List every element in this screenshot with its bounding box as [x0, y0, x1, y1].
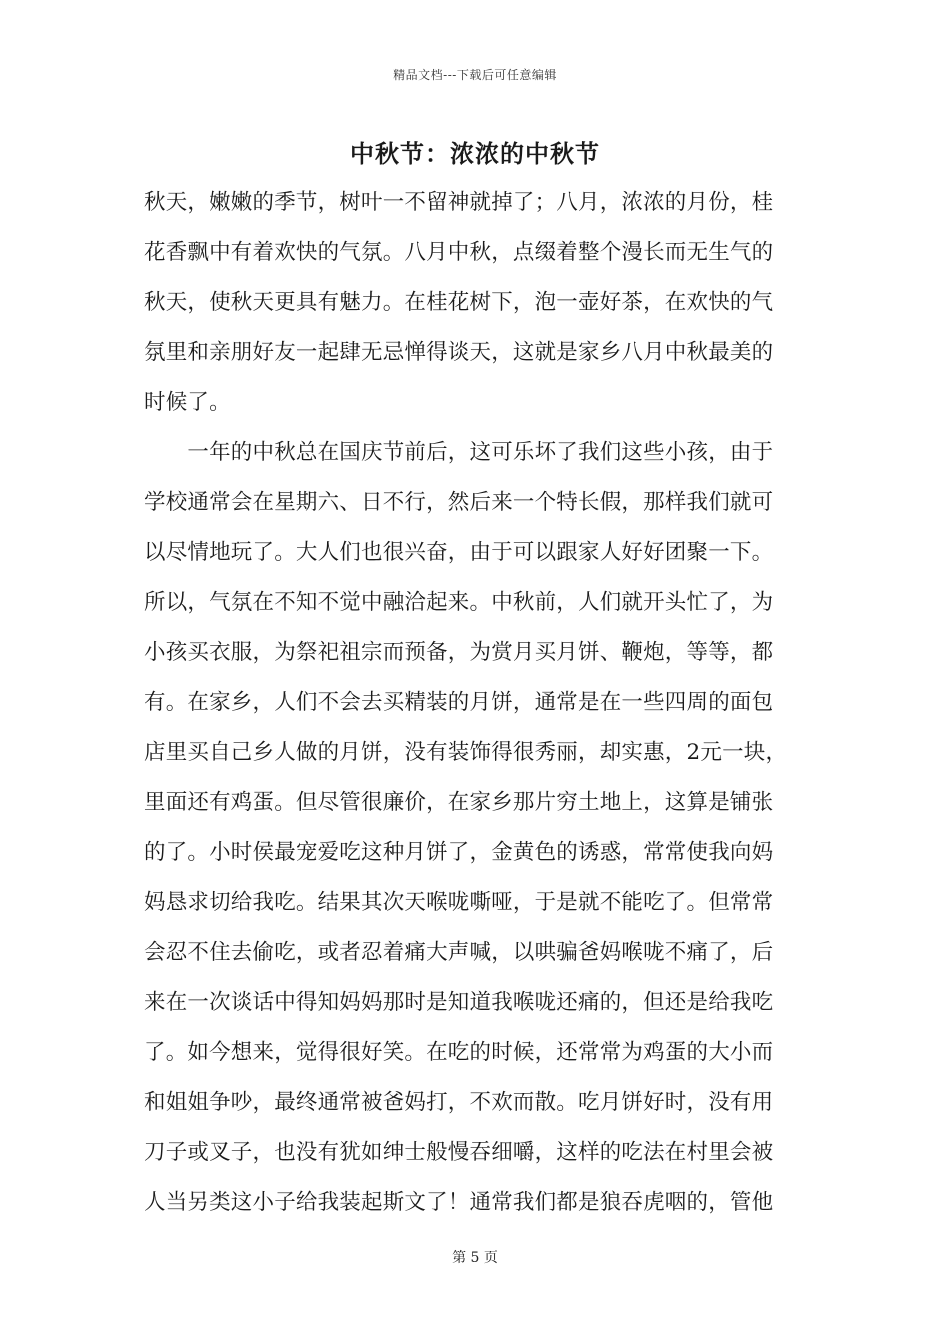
text-line: 有。在家乡，人们不会去买精装的月饼，通常是在一些四周的面包	[144, 690, 774, 715]
text-line: 所以，气氛在不知不觉中融洽起来。中秋前，人们就开头忙了，为	[144, 590, 774, 615]
page-header: 精品文档---下载后可任意编辑	[393, 68, 557, 82]
text-line: 秋天，使秋天更具有魅力。在桂花树下，泡一壶好茶，在欢快的气	[144, 290, 774, 315]
text-line: 以尽情地玩了。大人们也很兴奋，由于可以跟家人好好团聚一下。	[144, 540, 774, 565]
text-line: 会忍不住去偷吃，或者忍着痛大声喊，以哄骗爸妈喉咙不痛了，后	[144, 940, 774, 965]
text-line: 妈恳求切给我吃。结果其次天喉咙嘶哑，于是就不能吃了。但常常	[144, 890, 774, 915]
body-text	[144, 178, 824, 1228]
text-line: 和姐姐争吵，最终通常被爸妈打，不欢而散。吃月饼好时，没有用	[144, 1090, 774, 1115]
text-line: 人当另类这小子给我装起斯文了！通常我们都是狼吞虎咽的，管他	[144, 1190, 774, 1215]
text-line: 小孩买衣服，为祭祀祖宗而预备，为赏月买月饼、鞭炮，等等，都	[144, 640, 774, 665]
text-line: 了。如今想来，觉得很好笑。在吃的时候，还常常为鸡蛋的大小而	[144, 1040, 774, 1065]
text-line: 时候了。	[144, 390, 231, 415]
text-line: 秋天，嫩嫩的季节，树叶一不留神就掉了；八月，浓浓的月份，桂	[144, 190, 774, 215]
text-line: 店里买自己乡人做的月饼，没有装饰得很秀丽，却实惠，2元一块，	[144, 740, 788, 765]
page-number: 第 5 页	[452, 1250, 498, 1266]
text-line: 里面还有鸡蛋。但尽管很廉价，在家乡那片穷土地上，这算是铺张	[144, 790, 774, 815]
text-line: 的了。小时侯最宠爱吃这种月饼了，金黄色的诱惑，常常使我向妈	[144, 840, 774, 865]
text-line: 刀子或叉子，也没有犹如绅士般慢吞细嚼，这样的吃法在村里会被	[144, 1140, 774, 1165]
document-title: 中秋节：浓浓的中秋节	[350, 139, 600, 168]
text-line: 花香飘中有着欢快的气氛。八月中秋，点缀着整个漫长而无生气的	[144, 240, 774, 265]
text-line: 来在一次谈话中得知妈妈那时是知道我喉咙还痛的，但还是给我吃	[144, 990, 774, 1015]
text-line: 学校通常会在星期六、日不行，然后来一个特长假，那样我们就可	[144, 490, 774, 515]
text-line: 一年的中秋总在国庆节前后，这可乐坏了我们这些小孩，由于	[144, 440, 774, 465]
text-line: 氛里和亲朋好友一起肆无忌惮得谈天，这就是家乡八月中秋最美的	[144, 340, 774, 365]
